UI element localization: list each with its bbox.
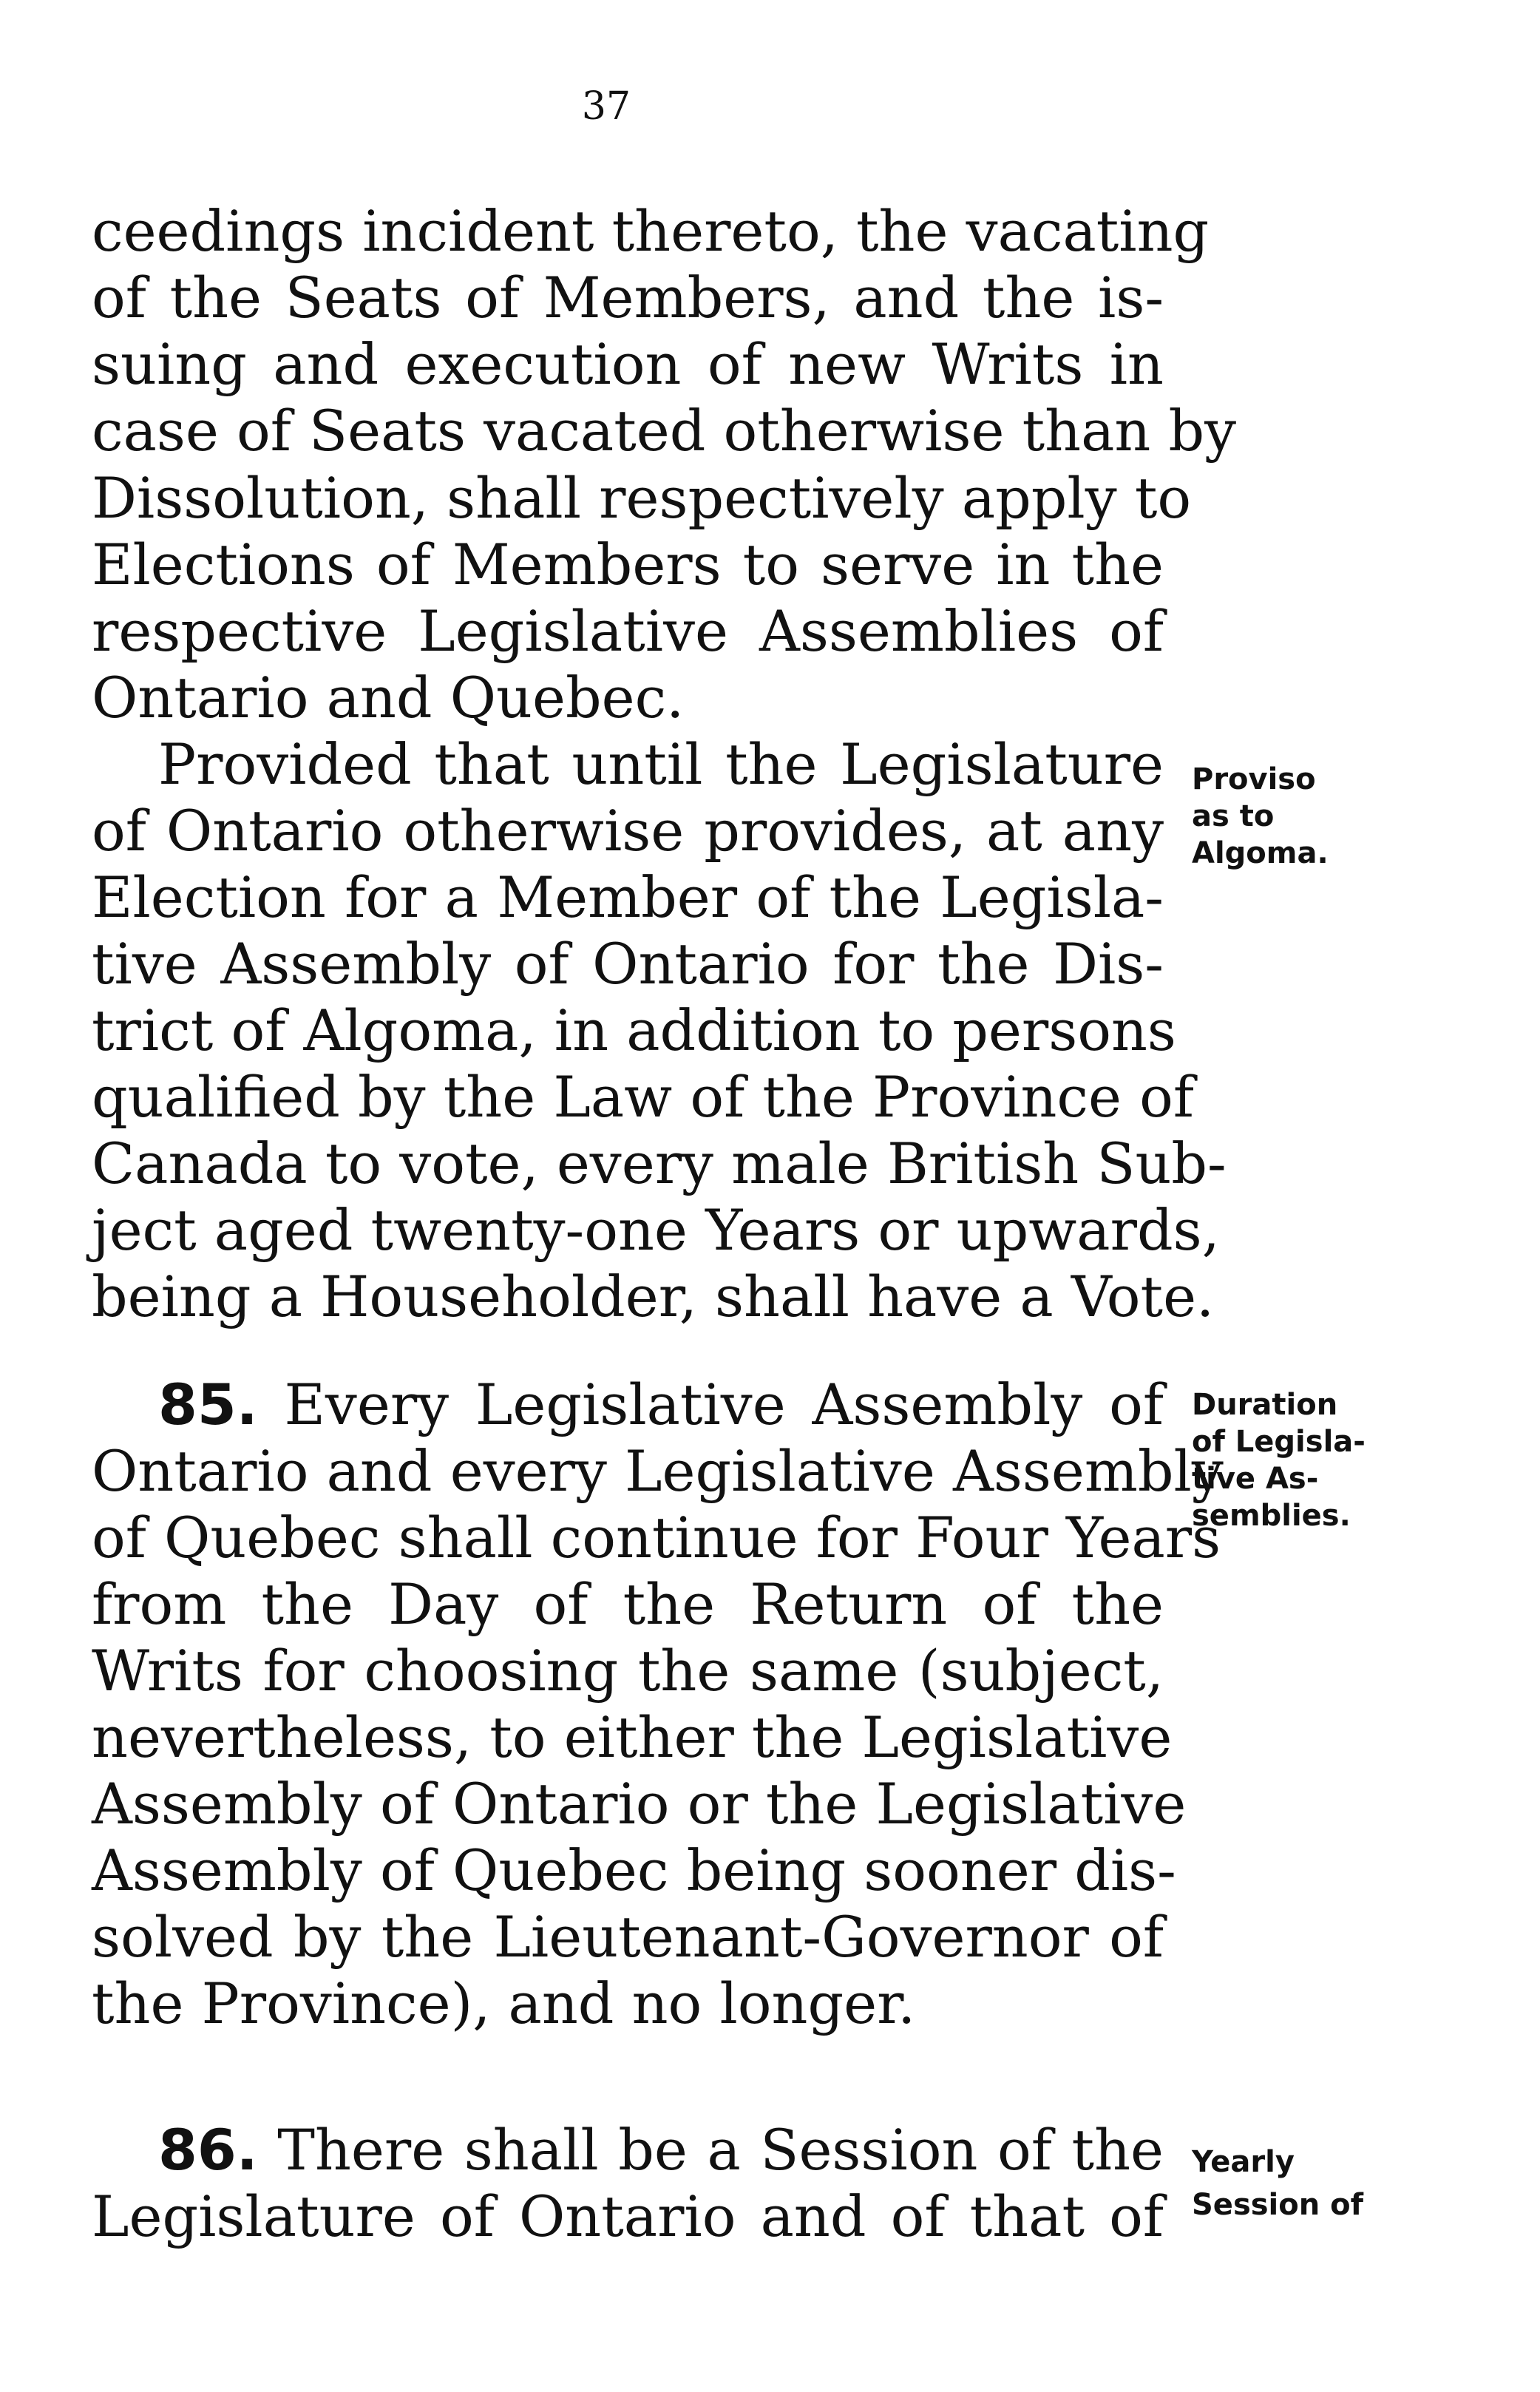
text-span: Every Legislative Assembly of [284, 1372, 1164, 1437]
text-line: ject aged twenty-one Years or upwards, [92, 1197, 1220, 1263]
margin-note-line: Proviso [1192, 762, 1316, 796]
margin-note-line: Session of [1192, 2188, 1364, 2222]
text-line: Writs for choosing the same (subject, [92, 1638, 1164, 1704]
margin-note-line: semblies. [1192, 1499, 1351, 1533]
text-line: ceedings incident thereto, the vacating [92, 198, 1210, 264]
text-line: suing and execution of new Writs in [92, 331, 1164, 397]
text-line: respective Legislative Assemblies of [92, 598, 1164, 664]
text-line: Ontario and every Legislative Assembly [92, 1438, 1224, 1504]
page-number: 37 [581, 84, 631, 129]
text-line: the Province), and no longer. [92, 1971, 916, 2036]
text-line: of Ontario otherwise provides, at any [92, 798, 1164, 864]
text-line: Elections of Members to serve in the [92, 532, 1164, 597]
text-line: Election for a Member of the Legisla- [92, 864, 1164, 930]
text-line: trict of Algoma, in addition to persons [92, 997, 1176, 1063]
text-line: case of Seats vacated otherwise than by [92, 398, 1237, 464]
section-number: 86. [158, 2117, 258, 2183]
text-line: of Quebec shall continue for Four Years [92, 1505, 1221, 1571]
text-line: Ontario and Quebec. [92, 665, 685, 731]
margin-note-line: Algoma. [1192, 836, 1329, 870]
text-line: Provided that until the Legislature [158, 731, 1164, 797]
text-span: There shall be a Session of the [277, 2117, 1164, 2183]
text-line: being a Householder, shall have a Vote. [92, 1264, 1215, 1329]
margin-note-line: Duration [1192, 1388, 1338, 1422]
text-line: nevertheless, to either the Legislative [92, 1704, 1173, 1770]
text-line: Assembly of Ontario or the Legislative [92, 1771, 1187, 1837]
margin-note-line: of Legisla- [1192, 1425, 1366, 1459]
text-line: of the Seats of Members, and the is- [92, 265, 1164, 331]
margin-note-line: tive As- [1192, 1462, 1319, 1496]
section-85-first-line [158, 1372, 1164, 1437]
text-line: tive Assembly of Ontario for the Dis- [92, 931, 1164, 997]
margin-note-line: Yearly [1192, 2145, 1295, 2179]
text-line: Dissolution, shall respectively apply to [92, 465, 1192, 531]
section-86-first-line [158, 2117, 1164, 2183]
text-line: solved by the Lieutenant-Governor of [92, 1904, 1164, 1970]
text-line: qualified by the Law of the Province of [92, 1064, 1195, 1130]
section-number: 85. [158, 1372, 258, 1437]
text-line: Assembly of Quebec being sooner dis- [92, 1837, 1176, 1903]
text-line: Canada to vote, every male British Sub- [92, 1131, 1227, 1196]
margin-note-line: as to [1192, 799, 1275, 833]
text-line: Legislature of Ontario and of that of [92, 2183, 1164, 2249]
text-line: from the Day of the Return of the [92, 1571, 1164, 1637]
